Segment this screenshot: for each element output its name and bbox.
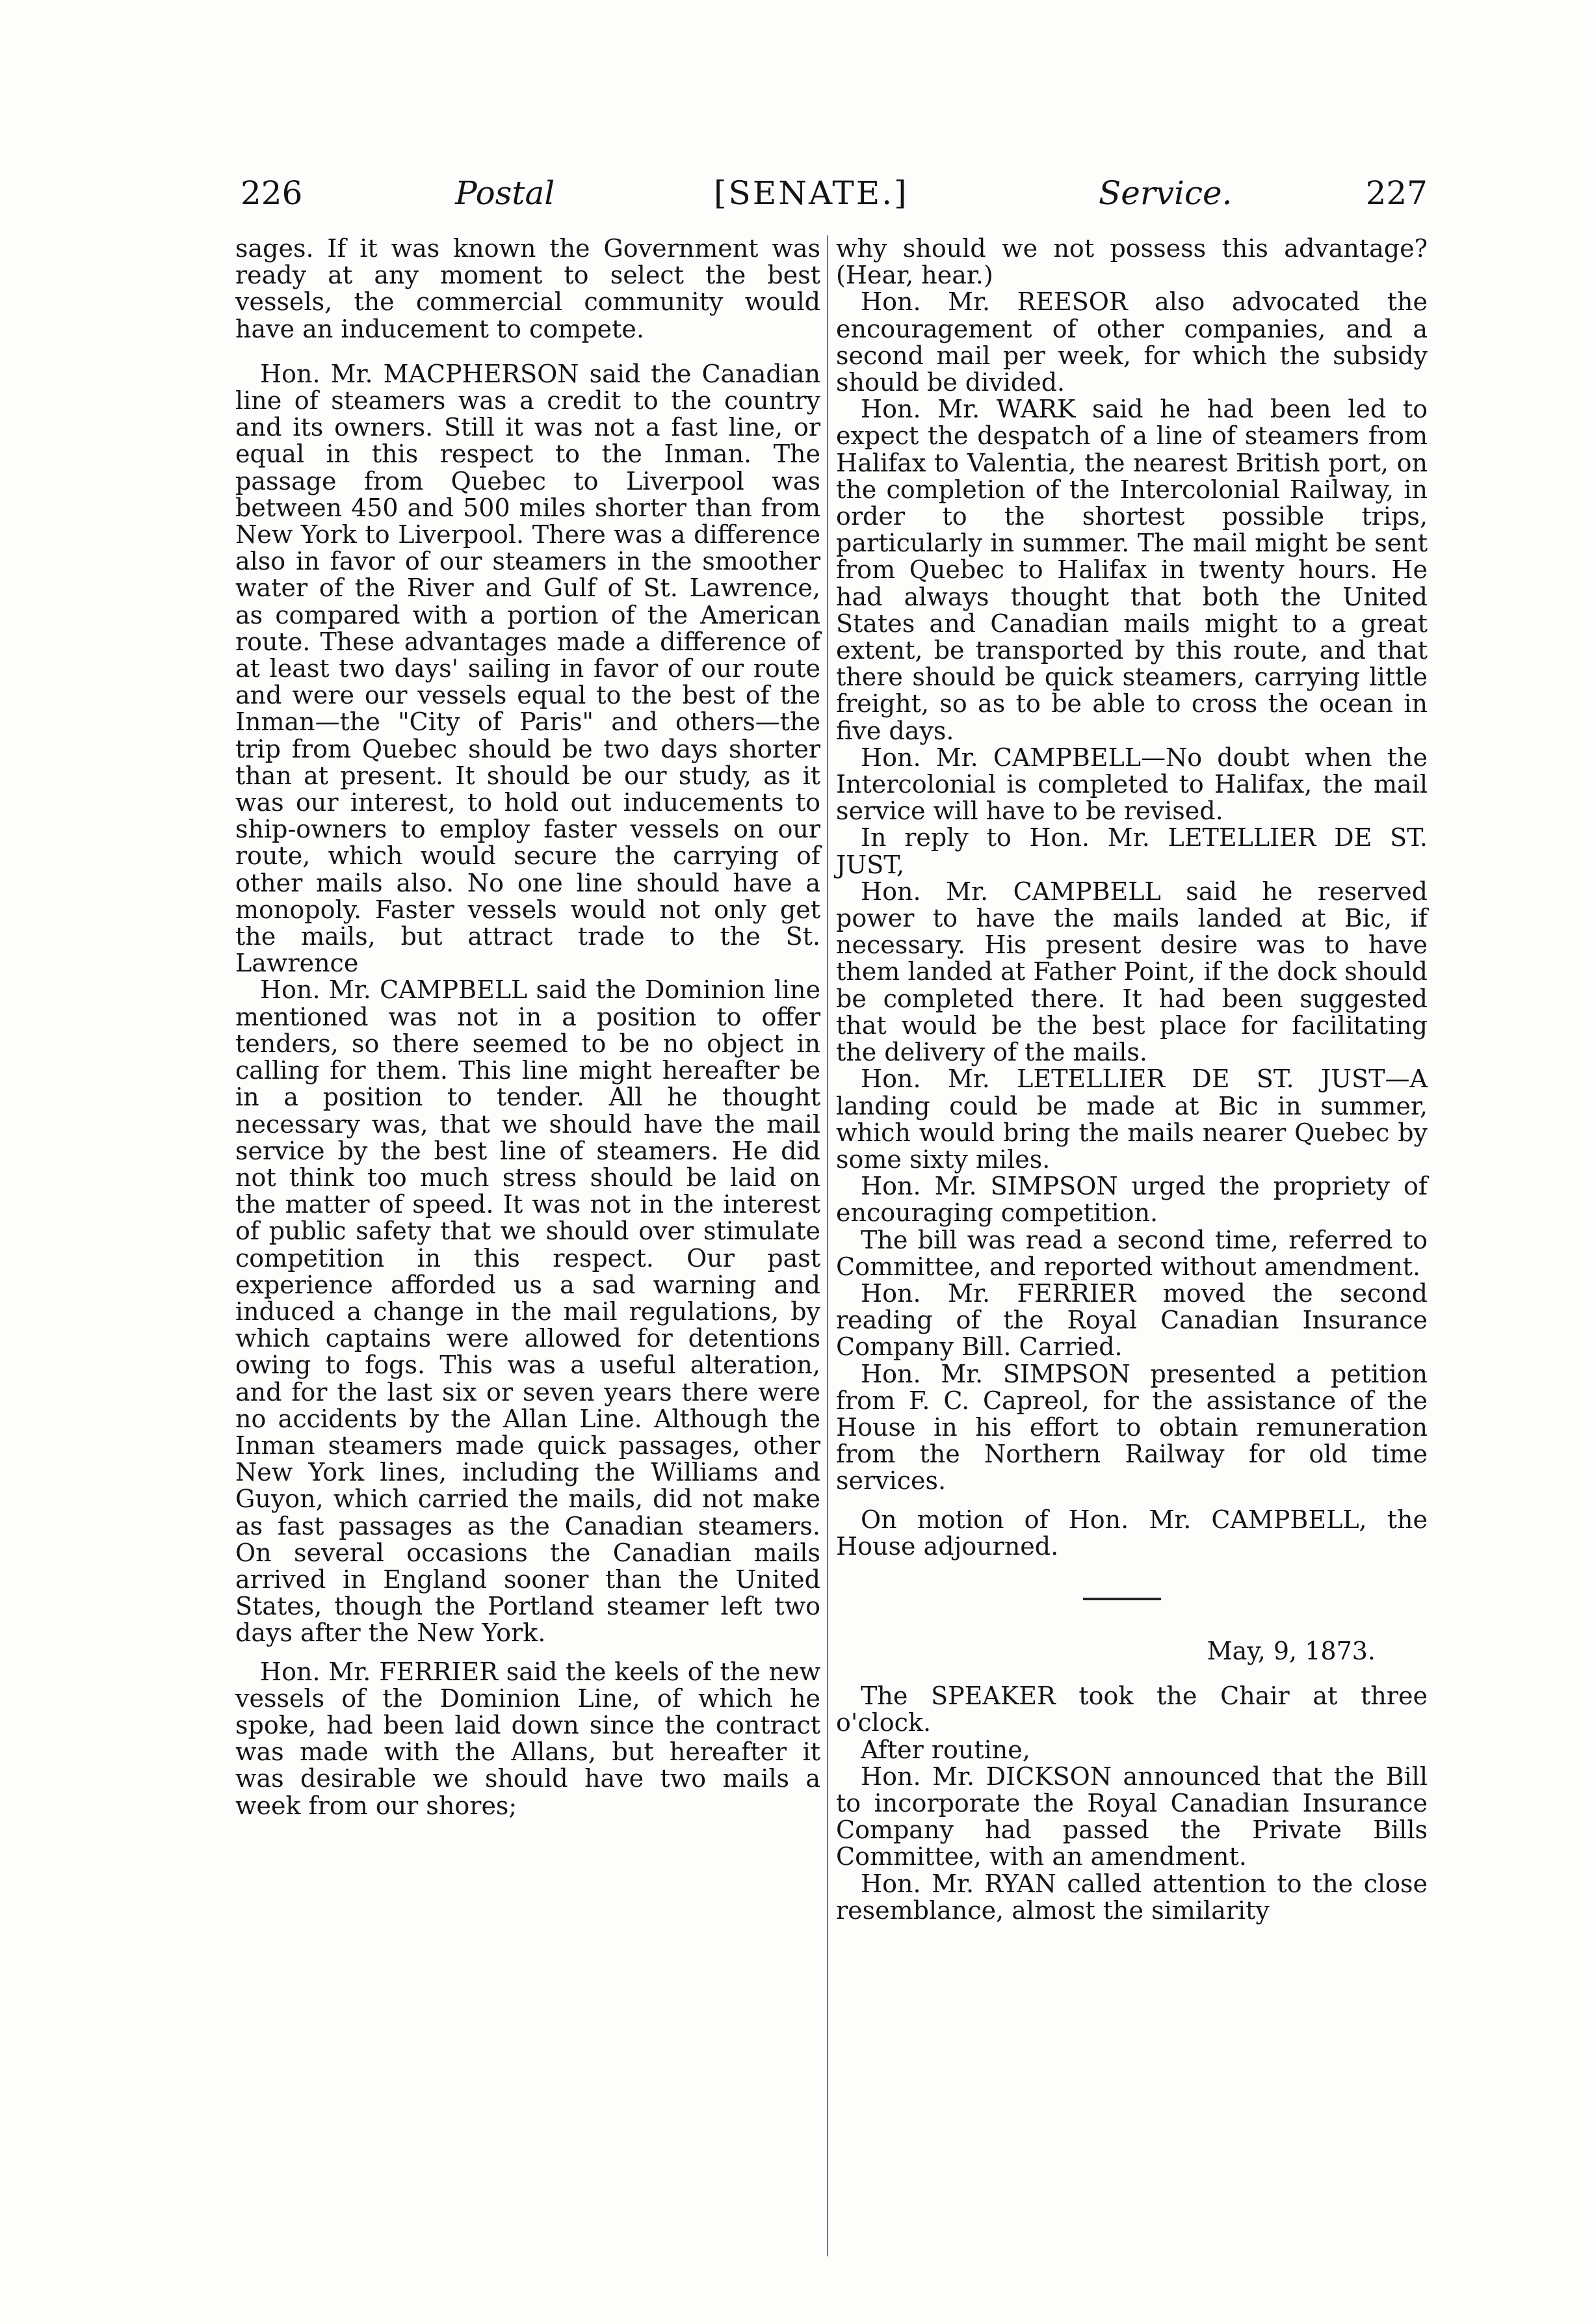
left-running-title: Postal xyxy=(455,174,555,212)
paragraph: Hon. Mr. WARK said he had been led to expect the despatch of a line of steamers from Halifax to Valentia, the nearest British port, on the completion of the Intercolonial Railway, in order to the shortest possible trips, particularly in summer. The mail might be sent from Quebec to Halifax in twenty hours. He had always thought that both the United States and Canadian mails might to a great extent, be transported by this route, and that there should be quick steamers, carrying little freight, so as to be able to cross the ocean in five days. xyxy=(836,395,1428,745)
page-header xyxy=(241,170,1428,222)
right-page-number: 227 xyxy=(1365,174,1428,212)
paragraph: Hon. Mr. LETELLIER DE ST. JUST—A landing could be made at Bic in summer, which would bring the mails nearer Quebec by some sixty miles. xyxy=(836,1064,1428,1174)
right-running-title: Service. xyxy=(1099,174,1233,212)
paragraph: Hon. Mr. RYAN called attention to the close resemblance, almost the similarity xyxy=(836,1869,1428,1925)
left-column xyxy=(235,235,820,1819)
paragraph: Hon. Mr. SIMPSON presented a petition from F. C. Capreol, for the assistance of the House in his effort to obtain remuneration from the Northern Railway for old time services. xyxy=(836,1359,1428,1496)
paragraph: Hon. Mr. CAMPBELL said the Dominion line mentioned was not in a position to offer tenders, so there seemed to be no object in calling for them. This line might hereafter be in a position to tender. All he thought necessary was, that we should have the mail service by the best line of steamers. He did not think too much stress should be laid on the matter of speed. It was not in the interest of public safety that we should over stimulate competition in this respect. Our past experience afforded us a sad warning and induced a change in the mail regulations, by which captains were allowed for detentions owing to fogs. This was a useful alteration, and for the last six or seven years there were no accidents by the Allan Line. Although the Inman steamers made quick passages, other New York lines, including the Williams and Guyon, which carried the mails, did not make as fast passages as the Canadian steamers. On several occasions the Canadian mails arrived in England sooner than the United States, though the Portland steamer left two days after the New York. xyxy=(235,975,820,1648)
paragraph: why should we not possess this advantage? (Hear, hear.) xyxy=(836,234,1428,290)
right-column xyxy=(836,235,1428,1924)
paragraph: Hon. Mr. SIMPSON urged the propriety of encouraging competition. xyxy=(836,1172,1428,1228)
paragraph: Hon. Mr. REESOR also advocated the encouragement of other companies, and a second mail per week, for which the subsidy should be divided. xyxy=(836,287,1428,397)
paragraph: After routine, xyxy=(861,1735,1030,1764)
paragraph: The bill was read a second time, referred to Committee, and reported without amendment. xyxy=(836,1225,1428,1281)
chamber-title: [SENATE.] xyxy=(714,174,909,212)
paragraph: Hon. Mr. FERRIER said the keels of the new vessels of the Dominion Line, of which he spoke, had been laid down since the contract was made with the Allans, but hereafter it was desirable we should have two mails a week from our shores; xyxy=(235,1657,820,1820)
session-date: May, 9, 1873. xyxy=(1207,1636,1376,1665)
paragraph: In reply to Hon. Mr. LETELLIER DE ST. JUST, xyxy=(836,823,1428,879)
paragraph: Hon. Mr. CAMPBELL said he reserved power to have the mails landed at Bic, if necessary. His present desire was to have them landed at Father Point, if the dock should be completed there. It had been suggested that would be the best place for facilitating the delivery of the mails. xyxy=(836,877,1428,1067)
section-rule xyxy=(1083,1598,1161,1600)
paragraph: sages. If it was known the Government was ready at any moment to select the best vessels, the commercial community would have an inducement to compete. xyxy=(235,234,820,343)
left-page-number: 226 xyxy=(241,174,303,212)
paragraph: Hon. Mr. DICKSON announced that the Bill to incorporate the Royal Canadian Insurance Company had passed the Private Bills Committee, with an amendment. xyxy=(836,1762,1428,1871)
paragraph: Hon. Mr. MACPHERSON said the Canadian line of steamers was a credit to the country and its owners. Still it was not a fast line, or equal in this respect to the Inman. The passage from Quebec to Liverpool was between 450 and 500 miles shorter than from New York to Liverpool. There was a difference also in favor of our steamers in the smoother water of the River and Gulf of St. Lawrence, as compared with a portion of the American route. These advantages made a difference of at least two days' sailing in favor of our route and were our vessels equal to the best of the Inman—the "City of Paris" and others—the trip from Quebec should be two days shorter than at present. It should be our study, as it was our interest, to hold out inducements to ship-owners to employ faster vessels on our route, which would secure the carrying of other mails also. No one line should have a monopoly. Faster vessels would not only get the mails, but attract trade to the St. Lawrence xyxy=(235,359,820,978)
paragraph: The SPEAKER took the Chair at three o'clock. xyxy=(836,1682,1428,1737)
column-divider xyxy=(827,235,828,2256)
paragraph: Hon. Mr. CAMPBELL—No doubt when the Intercolonial is completed to Halifax, the mail service will have to be revised. xyxy=(836,743,1428,826)
paragraph: Hon. Mr. FERRIER moved the second reading of the Royal Canadian Insurance Company Bill. Carried. xyxy=(836,1278,1428,1362)
paragraph: On motion of Hon. Mr. CAMPBELL, the House adjourned. xyxy=(836,1505,1428,1561)
